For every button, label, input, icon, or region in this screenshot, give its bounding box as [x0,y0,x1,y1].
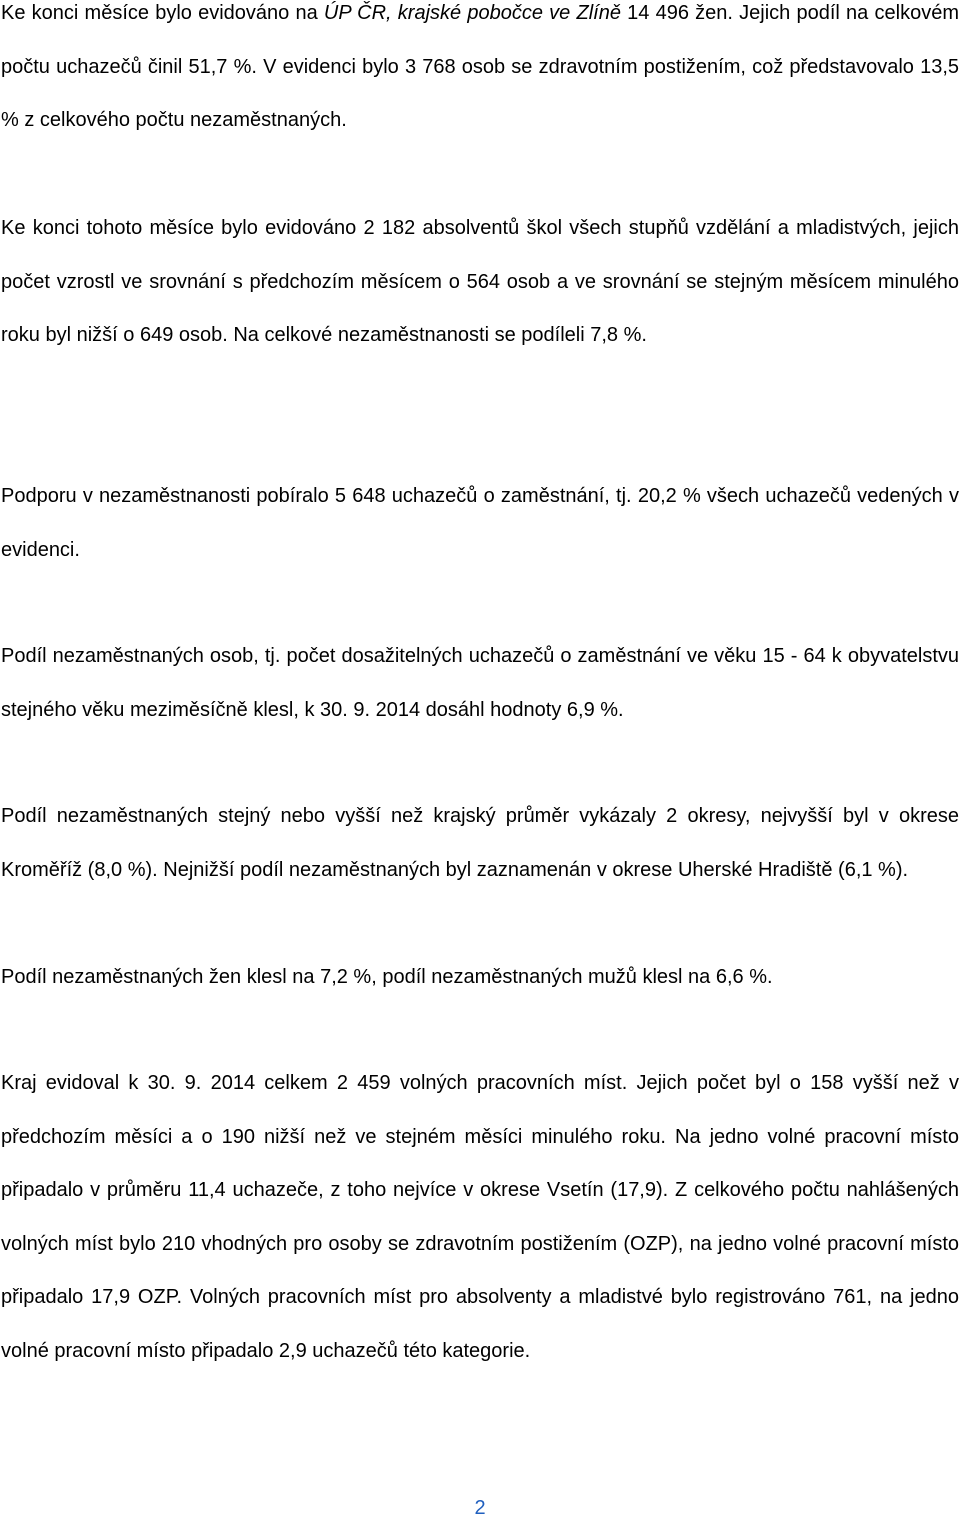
paragraph-text: Ke konci měsíce bylo evidováno na [1,2,324,24]
paragraph-women-and-disabled [1,0,959,148]
paragraph-gender-share: Podíl nezaměstnaných žen klesl na 7,2 %, podíl nezaměstnaných mužů klesl na 6,6 %. [1,966,773,988]
paragraph-text: 14 496 žen. Jejich podíl na celkovém počtu uchazečů činil 51,7 %. V evidenci bylo 3 768 osob se zdravotním postižením, což představovalo 13,5 % z celkového počtu nezaměstnaných. [1,2,959,132]
paragraph-districts: Podíl nezaměstnaných stejný nebo vyšší než krajský průměr vykázaly 2 okresy, nejvyšší byl v okrese Kroměříž (8,0 %). Nejnižší podíl nezaměstnaných byl zaznamenán v okrese Uherské Hradiště (6,1 %). [1,805,959,881]
paragraph-graduates: Ke konci tohoto měsíce bylo evidováno 2 182 absolventů škol všech stupňů vzdělání a mladistvých, jejich počet vzrostl ve srovnání s předchozím měsícem o 564 osob a ve srovnání se stejným měsícem minulého roku byl nižší o 649 osob. Na celkové nezaměstnanosti se podíleli 7,8 %. [1,217,959,347]
page-number: 2 [474,1497,486,1519]
paragraph-unemployment-share: Podíl nezaměstnaných osob, tj. počet dosažitelných uchazečů o zaměstnání ve věku 15 - 64 k obyvatelstvu stejného věku meziměsíčně klesl, k 30. 9. 2014 dosáhl hodnoty 6,9 %. [1,645,959,721]
paragraph-unemployment-benefits: Podporu v nezaměstnanosti pobíralo 5 648 uchazečů o zaměstnání, tj. 20,2 % všech uchazečů vedených v evidenci. [1,485,959,561]
office-name: ÚP ČR, krajské pobočce ve Zlíně [323,2,621,24]
paragraph-vacancies: Kraj evidoval k 30. 9. 2014 celkem 2 459 volných pracovních míst. Jejich počet byl o 158 vyšší než v předchozím měsíci a o 190 nižší než ve stejném měsíci minulého roku. Na jedno volné pracovní místo připadalo v průměru 11,4 uchazeče, z toho nejvíce v okrese Vsetín (17,9). Z celkového počtu nahlášených volných míst bylo 210 vhodných pro osoby se zdravotním postižením (OZP), na jedno volné pracovní místo připadalo 17,9 OZP. Volných pracovních míst pro absolventy a mladistvé bylo registrováno 761, na jedno volné pracovní místo připadalo 2,9 uchazečů této kategorie. [1,1072,959,1362]
